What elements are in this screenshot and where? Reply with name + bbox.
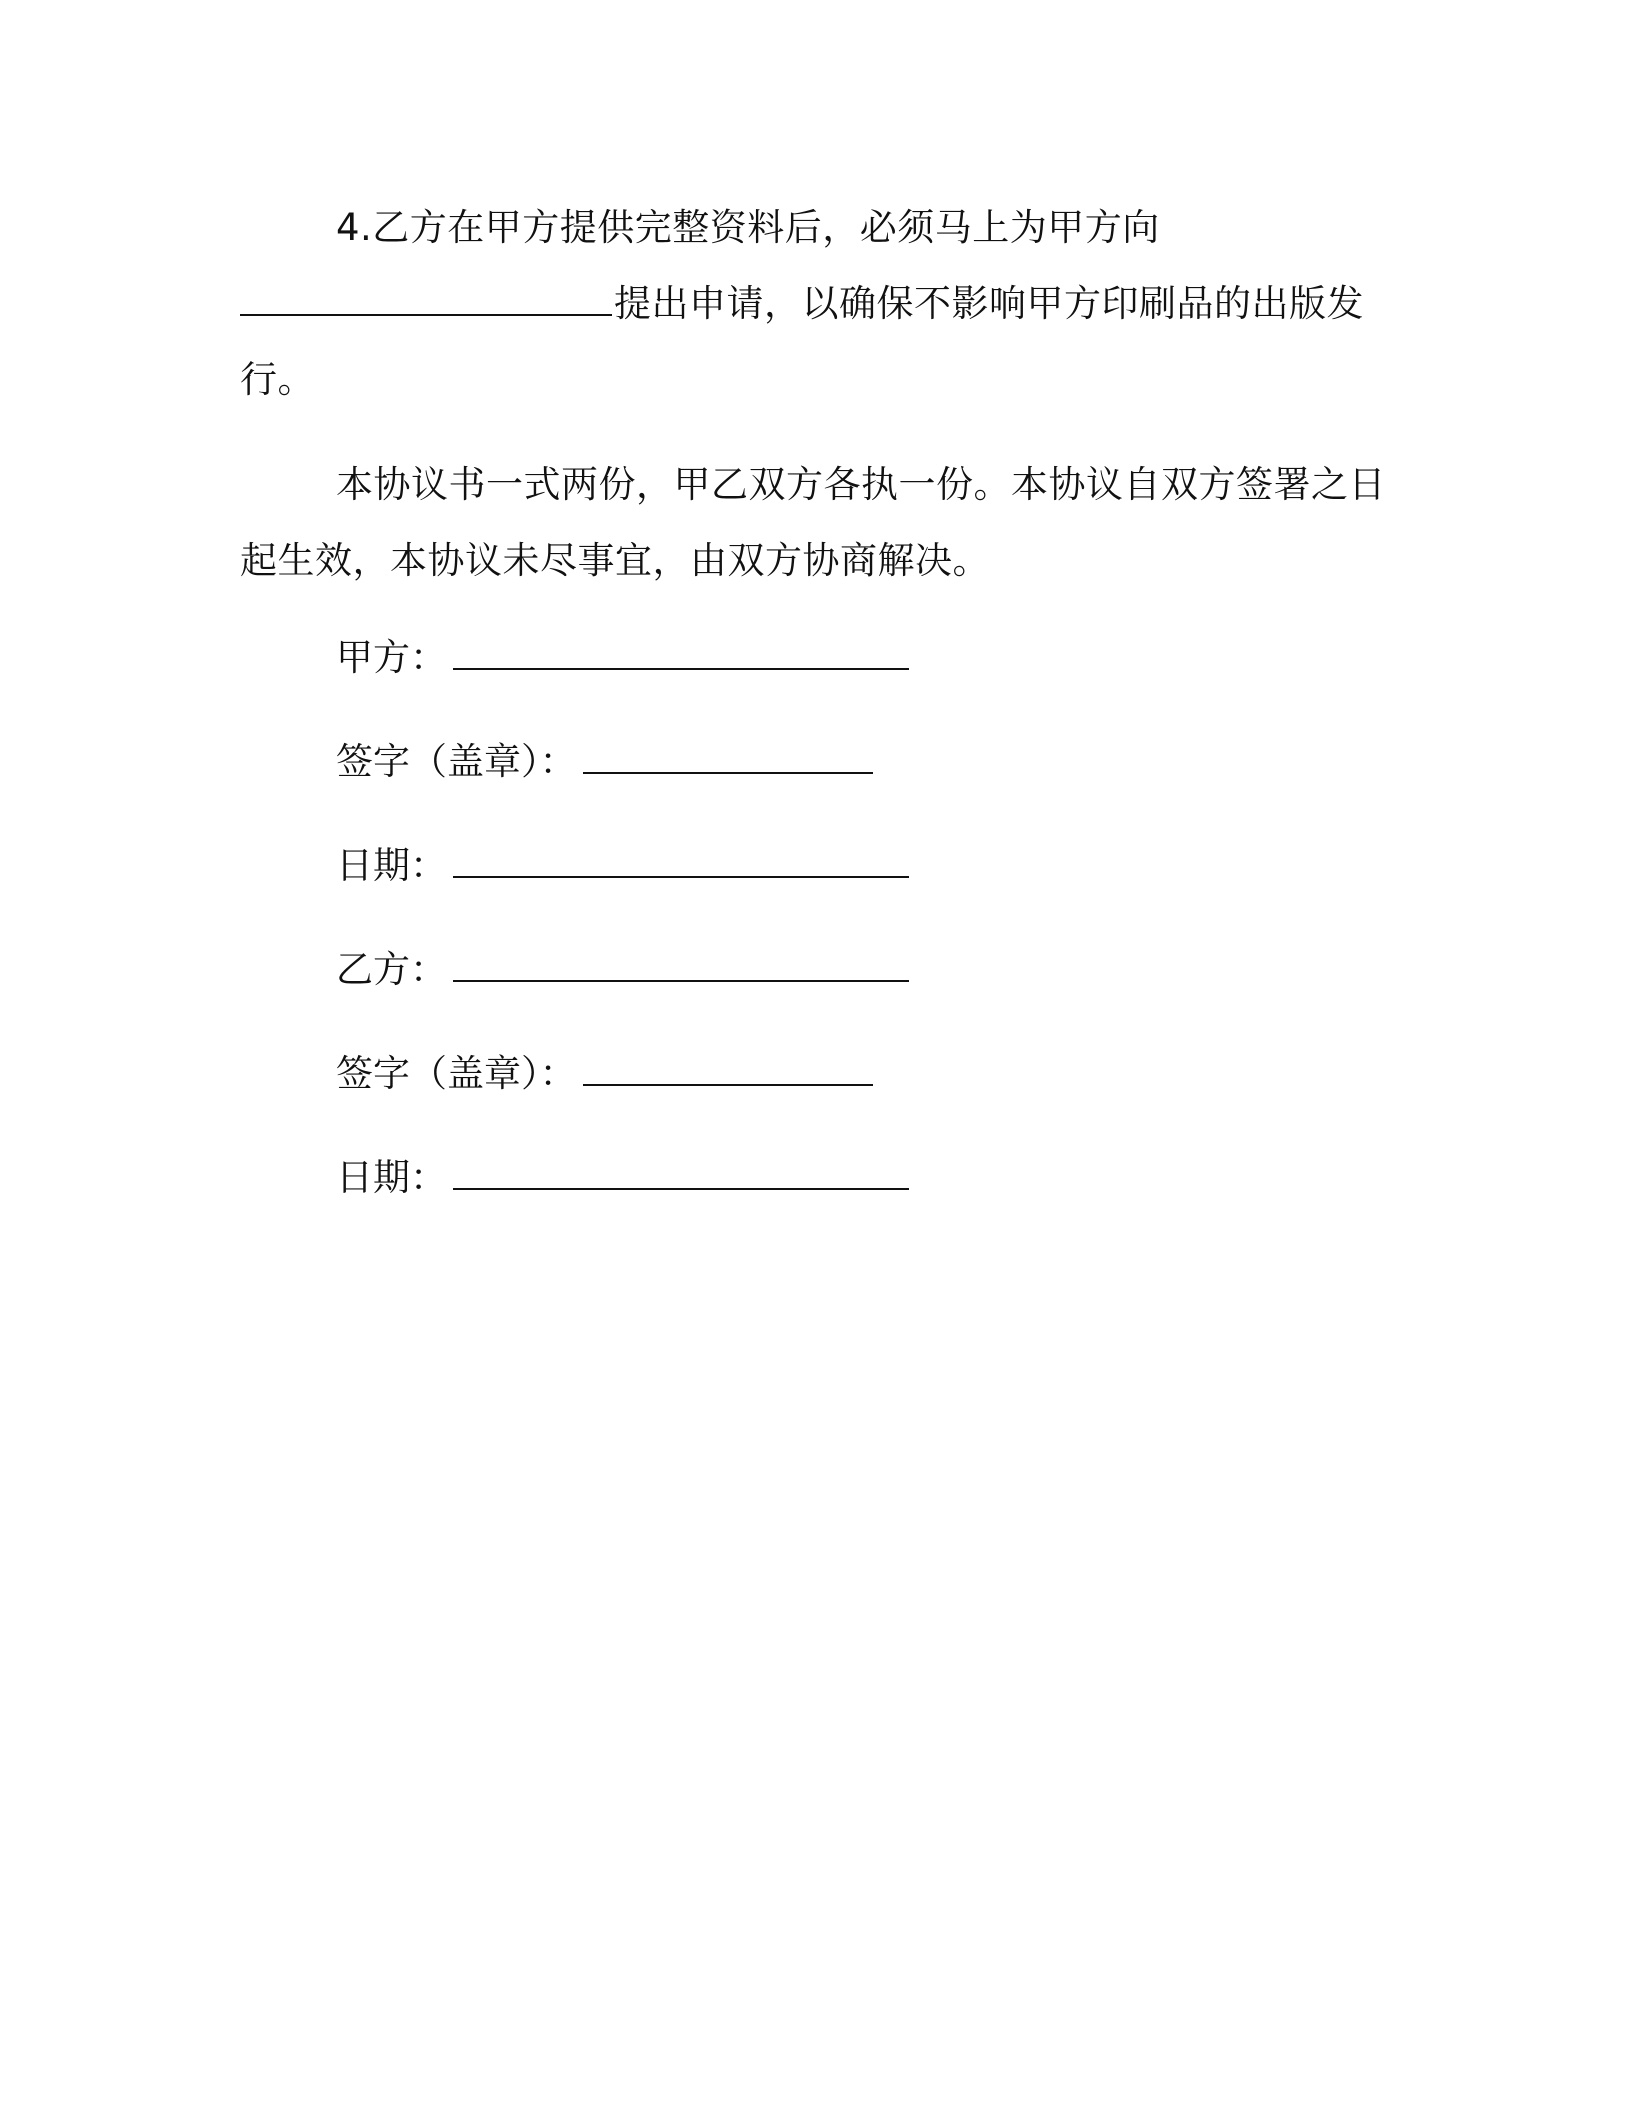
- fill-in-blank[interactable]: [240, 280, 612, 316]
- party-a-date-line: [240, 836, 1390, 896]
- clause-4-line-1: 4.乙方在甲方提供完整资料后，必须马上为甲方向: [336, 206, 1160, 249]
- party-b-date-line: [240, 1148, 1390, 1208]
- party-a-date-blank[interactable]: [453, 842, 909, 878]
- party-b-signature-blank[interactable]: [583, 1050, 873, 1086]
- closing-line-2: 起生效，本协议未尽事宜，由双方协商解决。: [240, 539, 990, 582]
- party-b-date-label: 日期：: [336, 1156, 447, 1199]
- document-body: [240, 190, 1390, 1252]
- clause-4-line-3: 行。: [240, 358, 315, 401]
- party-a-signature-blank[interactable]: [583, 738, 873, 774]
- closing-clause: [240, 447, 1390, 599]
- party-b-line: [240, 940, 1390, 1000]
- party-b-signature-label: 签字（盖章）：: [336, 1052, 577, 1095]
- party-a-line: [240, 628, 1390, 688]
- signature-block: [240, 628, 1390, 1208]
- clause-4-line-2-text: 提出申请，以确保不影响甲方印刷品的出版发: [614, 282, 1364, 325]
- party-a-label: 甲方：: [336, 636, 447, 679]
- clause-4-line-2: [240, 266, 1390, 342]
- clause-4: [240, 190, 1390, 418]
- closing-line-1: 本协议书一式两份，甲乙双方各执一份。本协议自双方签署之日: [336, 463, 1386, 506]
- party-b-signature-line: [240, 1044, 1390, 1104]
- party-a-signature-line: [240, 732, 1390, 792]
- party-b-blank[interactable]: [453, 946, 909, 982]
- party-a-signature-label: 签字（盖章）：: [336, 740, 577, 783]
- party-b-date-blank[interactable]: [453, 1154, 909, 1190]
- party-a-date-label: 日期：: [336, 844, 447, 887]
- party-a-blank[interactable]: [453, 634, 909, 670]
- party-b-label: 乙方：: [336, 948, 447, 991]
